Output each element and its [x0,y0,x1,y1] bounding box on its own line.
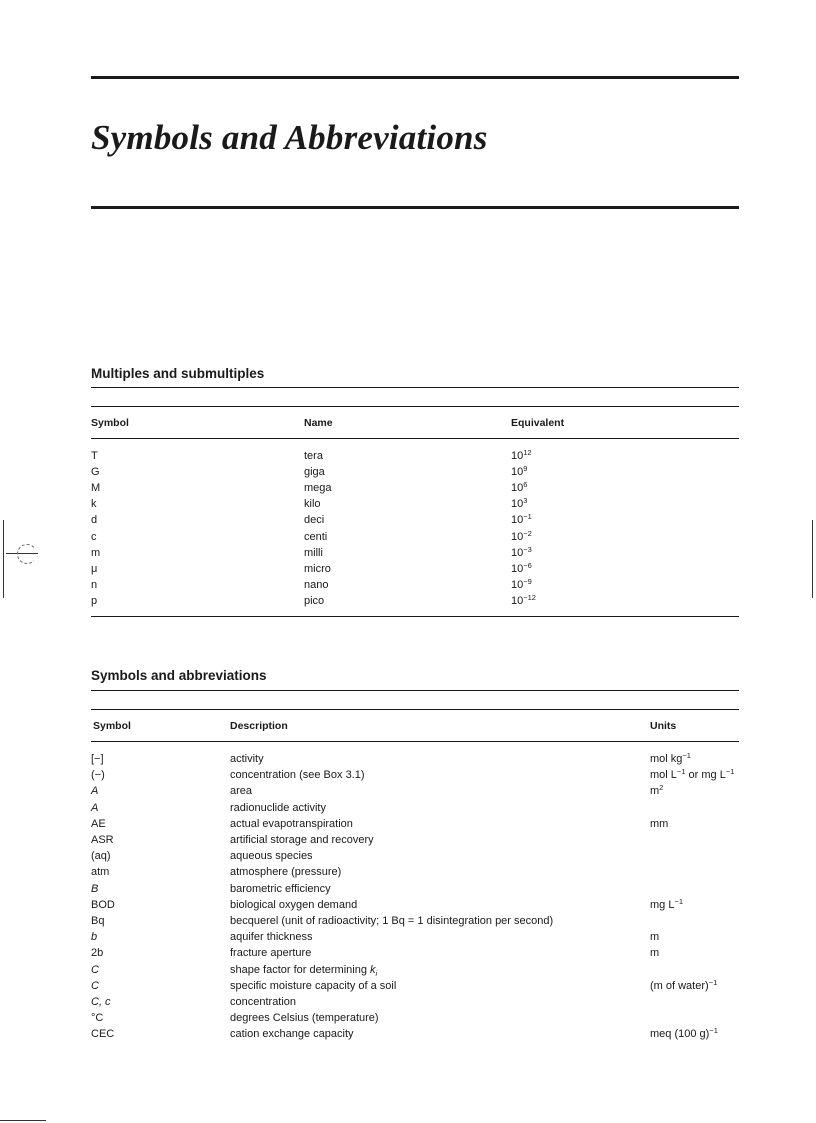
equivalent-exponent: 6 [523,480,528,490]
equivalent-base: 10 [511,498,524,511]
table-row [0,832,816,848]
description-cell [230,816,353,832]
units-text: m [650,785,660,798]
description-text: shape factor for determining [230,963,371,976]
equivalent-base: 10 [511,594,524,607]
units-cell [650,751,691,767]
description-text: area [230,785,253,798]
multiples-heading: Multiples and submultiples [91,366,265,381]
units-text: or mg L [685,769,726,782]
symbol-cell: n [91,578,98,591]
table-row [0,512,816,528]
equivalent-cell [511,529,532,545]
table-row [0,962,816,978]
description-text: degrees Celsius (temperature) [230,1012,379,1025]
description-text: radionuclide activity [230,801,326,814]
table-row [0,978,816,994]
name-cell: tera [304,450,323,462]
abbreviations-col-description: Description [230,720,288,732]
units-text: mg L [650,898,675,911]
equivalent-cell [511,496,527,512]
table-row [0,496,816,512]
multiples-header-rule [91,438,739,439]
table-row [0,464,816,480]
multiples-col-symbol: Symbol [91,417,129,429]
description-text: actual evapotranspiration [230,817,353,830]
symbol-cell: G [91,466,100,479]
units-cell [650,897,683,913]
name-cell: mega [304,482,332,495]
abbreviations-heading-rule [91,690,739,691]
title-rule-bottom [91,206,739,209]
symbol-cell: ASR [91,834,114,846]
equivalent-cell [511,577,532,593]
table-row [0,881,816,897]
description-text: aqueous species [230,850,313,863]
units-cell [650,767,734,783]
multiples-heading-rule [91,387,739,388]
equivalent-cell [511,464,527,480]
description-text: cation exchange capacity [230,1028,354,1041]
table-row [0,800,816,816]
equivalent-exponent: −12 [523,592,536,602]
equivalent-exponent: 12 [523,448,532,457]
table-row [0,848,816,864]
description-cell [230,864,341,880]
units-cell [650,1026,718,1042]
equivalent-exponent: 9 [523,464,528,474]
units-exponent: −1 [676,767,686,777]
equivalent-cell [511,448,532,464]
equivalent-cell [511,480,527,496]
equivalent-base: 10 [511,546,524,559]
description-cell [230,751,264,767]
symbol-cell: (aq) [91,850,111,863]
table-row [0,864,816,880]
symbol-cell: CEC [91,1028,115,1041]
description-cell [230,848,313,864]
symbol-cell: m [91,546,101,559]
abbreviations-heading: Symbols and abbreviations [91,668,267,683]
description-text: concentration [230,996,297,1008]
title-rule-top [91,76,739,79]
name-cell: micro [304,562,331,575]
units-text: mm [650,817,669,830]
name-cell: giga [304,466,325,479]
equivalent-cell [511,545,532,561]
description-text: barometric efficiency [230,882,331,895]
description-cell [230,945,311,961]
equivalent-exponent: −6 [523,560,532,570]
description-cell [230,897,357,913]
multiples-col-equivalent: Equivalent [511,417,565,429]
table-row [0,816,816,832]
symbol-cell: °C [91,1012,104,1025]
table-row [0,1026,816,1042]
table-row [0,913,816,929]
units-exponent: 2 [659,783,664,793]
equivalent-base: 10 [511,530,524,543]
units-cell [650,783,663,799]
table-row [0,994,816,1010]
equivalent-base: 10 [511,514,524,527]
description-cell [230,767,365,783]
description-text: atmosphere (pressure) [230,866,342,879]
multiples-table-top-rule [91,406,739,407]
description-cell [230,800,326,816]
table-row [0,783,816,799]
units-text: m [650,931,660,944]
description-text: fracture aperture [230,947,312,960]
description-subscript: i [375,968,378,978]
symbol-cell: A [91,785,99,798]
description-cell [230,881,331,897]
units-cell [650,978,717,994]
multiples-table-bottom-rule [91,616,739,617]
symbol-cell: A [91,801,99,814]
name-cell: kilo [304,498,321,511]
table-row [0,929,816,945]
description-text: aquifer thickness [230,931,313,944]
name-cell: deci [304,514,325,527]
page-title: Symbols and Abbreviations [91,118,488,157]
name-cell: nano [304,578,329,591]
description-text: becquerel (unit of radioactivity; 1 Bq = 1 disintegration per second) [230,915,554,927]
description-text: activity [230,753,264,765]
table-row [0,577,816,593]
units-exponent: −1 [725,767,735,777]
symbol-cell: (−) [91,769,105,782]
table-row [0,767,816,783]
table-row [0,1010,816,1026]
equivalent-exponent: 3 [523,496,528,506]
symbol-cell: AE [91,817,106,830]
symbol-cell: k [91,498,97,511]
name-cell: pico [304,594,325,607]
table-row [0,593,816,609]
symbol-cell: Bq [91,915,105,927]
name-cell: milli [304,546,323,559]
description-cell [230,783,252,799]
description-variable: k [370,963,376,976]
description-cell [230,929,313,945]
equivalent-base: 10 [511,466,524,479]
description-cell [230,1010,379,1026]
units-exponent: −1 [682,751,691,760]
units-text: mol L [650,769,677,782]
symbol-cell: C [91,979,99,992]
units-exponent: −1 [709,1026,718,1036]
abbreviations-table-top-rule [91,709,739,710]
symbol-cell: b [91,931,98,944]
symbol-cell: C [91,963,99,976]
table-row [0,545,816,561]
equivalent-base: 10 [511,578,524,591]
symbol-cell: c [91,530,97,543]
units-cell [650,816,668,832]
table-row [0,448,816,464]
multiples-col-name: Name [304,417,333,429]
symbol-cell: [−] [91,753,104,765]
description-text: artificial storage and recovery [230,834,374,846]
equivalent-exponent: −9 [523,576,532,586]
table-row [0,480,816,496]
symbol-cell: 2b [91,947,104,960]
symbol-cell: C, c [91,996,111,1008]
units-text: mol kg [650,753,683,765]
description-cell [230,913,553,929]
symbol-cell: p [91,594,98,607]
equivalent-exponent: −2 [523,528,532,538]
abbreviations-col-symbol: Symbol [93,720,131,732]
description-cell [230,978,396,994]
units-text: m [650,947,660,960]
table-row [0,945,816,961]
table-row [0,751,816,767]
equivalent-base: 10 [511,482,524,495]
description-text: biological oxygen demand [230,898,358,911]
units-text: (m of water) [650,979,709,992]
description-text: concentration (see Box 3.1) [230,769,365,782]
symbol-cell: atm [91,866,110,879]
table-row [0,529,816,545]
equivalent-exponent: −3 [523,544,532,554]
table-row [0,897,816,913]
abbreviations-col-units: Units [650,720,677,732]
units-exponent: −1 [674,896,684,906]
symbol-cell: d [91,514,98,527]
units-cell [650,929,659,945]
equivalent-cell [511,512,532,528]
symbol-cell: μ [91,562,98,575]
symbol-cell: B [91,882,99,895]
units-text: meq (100 g) [650,1028,710,1041]
description-text: specific moisture capacity of a soil [230,979,397,992]
equivalent-cell [511,561,532,577]
description-cell [230,832,374,848]
crop-mark-bottom [0,1120,46,1121]
description-cell [230,1026,354,1042]
description-cell [230,994,296,1010]
table-row [0,561,816,577]
symbol-cell: M [91,482,101,495]
name-cell: centi [304,530,328,543]
equivalent-cell [511,593,536,609]
equivalent-exponent: −1 [523,512,532,522]
units-cell [650,945,659,961]
equivalent-base: 10 [511,562,524,575]
symbol-cell: BOD [91,898,115,911]
units-exponent: −1 [708,977,718,987]
symbol-cell: T [91,450,98,462]
equivalent-base: 10 [511,450,524,462]
abbreviations-header-rule [91,741,739,742]
